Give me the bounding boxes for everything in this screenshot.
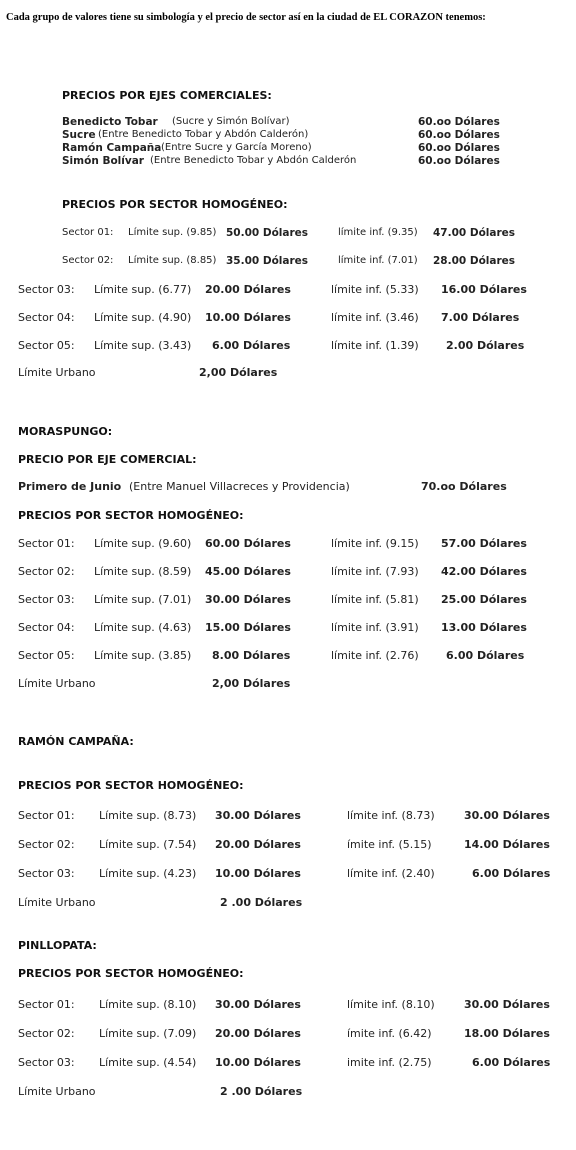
limite-sup: Límite sup. (4.54)	[99, 1056, 197, 1069]
sector-label: Sector 01:	[18, 537, 75, 550]
limite-inf: límite inf. (9.15)	[331, 537, 419, 550]
limite-inf: límite inf. (5.81)	[331, 593, 419, 606]
sup-price: 20.00 Dólares	[215, 838, 301, 851]
inf-price: 57.00 Dólares	[441, 537, 527, 550]
urbano-price: 2 .00 Dólares	[220, 896, 303, 909]
sector-label: Sector 01:	[18, 998, 75, 1011]
sector-label: Sector 02:	[18, 565, 75, 578]
limite-sup: Límite sup. (9.60)	[94, 537, 192, 550]
limite-sup: Límite sup. (7.09)	[99, 1027, 197, 1040]
sup-price: 30.00 Dólares	[215, 809, 301, 822]
eje-name: Primero de Junio	[18, 480, 122, 493]
sup-price: 30.00 Dólares	[205, 593, 291, 606]
sup-price: 20.00 Dólares	[215, 1027, 301, 1040]
urbano-label: Límite Urbano	[18, 896, 96, 909]
urbano-label: Límite Urbano	[18, 366, 96, 379]
sup-price: 50.00 Dólares	[226, 227, 309, 239]
limite-sup: Límite sup. (8.10)	[99, 998, 197, 1011]
limite-inf: límite inf. (3.91)	[331, 621, 419, 634]
eje-desc: (Entre Benedicto Tobar y Abdón Calderón	[150, 155, 357, 166]
sector-heading: PRECIOS POR SECTOR HOMOGÉNEO:	[18, 509, 244, 522]
eje-desc: (Entre Sucre y García Moreno)	[161, 142, 312, 153]
eje-desc: (Sucre y Simón Bolívar)	[172, 116, 290, 127]
urbano-price: 2,00 Dólares	[212, 677, 291, 690]
limite-inf: ímite inf. (5.15)	[347, 838, 432, 851]
urbano-label: Límite Urbano	[18, 677, 96, 690]
sector-label: Sector 04:	[18, 311, 75, 324]
sup-price: 8.00 Dólares	[212, 649, 291, 662]
inf-price: 6.00 Dólares	[472, 867, 551, 880]
sector-label: Sector 05:	[18, 649, 75, 662]
limite-sup: Límite sup. (4.63)	[94, 621, 192, 634]
urbano-price: 2 .00 Dólares	[220, 1085, 303, 1098]
sector-label: Sector 01:	[62, 227, 114, 238]
limite-sup: Límite sup. (8.85)	[128, 255, 217, 266]
ejes-heading: PRECIOS POR EJES COMERCIALES:	[62, 89, 272, 102]
eje-heading: PRECIO POR EJE COMERCIAL:	[18, 453, 197, 466]
eje-desc: (Entre Benedicto Tobar y Abdón Calderón)	[98, 129, 309, 140]
sector-label: Sector 02:	[62, 255, 114, 266]
eje-name: Simón Bolívar	[62, 155, 144, 167]
limite-inf: límite inf. (7.01)	[338, 255, 418, 266]
limite-sup: Límite sup. (6.77)	[94, 283, 192, 296]
limite-sup: Límite sup. (8.73)	[99, 809, 197, 822]
sector-heading: PRECIOS POR SECTOR HOMOGÉNEO:	[18, 779, 244, 792]
limite-sup: Límite sup. (9.85)	[128, 227, 217, 238]
sup-price: 15.00 Dólares	[205, 621, 291, 634]
eje-price: 60.oo Dólares	[418, 129, 500, 141]
eje-price: 60.oo Dólares	[418, 155, 500, 167]
inf-price: 42.00 Dólares	[441, 565, 527, 578]
inf-price: 7.00 Dólares	[441, 311, 520, 324]
eje-price: 60.oo Dólares	[418, 142, 500, 154]
sector-label: Sector 05:	[18, 339, 75, 352]
inf-price: 14.00 Dólares	[464, 838, 550, 851]
inf-price: 25.00 Dólares	[441, 593, 527, 606]
limite-sup: Límite sup. (7.01)	[94, 593, 192, 606]
sup-price: 45.00 Dólares	[205, 565, 291, 578]
sup-price: 6.00 Dólares	[212, 339, 291, 352]
sector-label: Sector 02:	[18, 1027, 75, 1040]
limite-sup: Límite sup. (3.85)	[94, 649, 192, 662]
limite-inf: límite inf. (9.35)	[338, 227, 418, 238]
eje-price: 70.oo Dólares	[421, 480, 507, 493]
inf-price: 18.00 Dólares	[464, 1027, 550, 1040]
urbano-label: Límite Urbano	[18, 1085, 96, 1098]
sup-price: 10.00 Dólares	[215, 867, 301, 880]
limite-inf: límite inf. (1.39)	[331, 339, 419, 352]
sector-label: Sector 03:	[18, 593, 75, 606]
limite-inf: imite inf. (2.75)	[347, 1056, 432, 1069]
sector-label: Sector 01:	[18, 809, 75, 822]
pinllopata-title: PINLLOPATA:	[18, 939, 97, 952]
limite-inf: ímite inf. (6.42)	[347, 1027, 432, 1040]
limite-inf: límite inf. (7.93)	[331, 565, 419, 578]
ramon-title: RAMÓN CAMPAÑA:	[18, 735, 134, 748]
limite-sup: Límite sup. (3.43)	[94, 339, 192, 352]
inf-price: 28.00 Dólares	[433, 255, 516, 267]
sup-price: 20.00 Dólares	[205, 283, 291, 296]
sup-price: 30.00 Dólares	[215, 998, 301, 1011]
sup-price: 10.00 Dólares	[205, 311, 291, 324]
limite-sup: Límite sup. (4.23)	[99, 867, 197, 880]
inf-price: 2.00 Dólares	[446, 339, 525, 352]
eje-price: 60.oo Dólares	[418, 116, 500, 128]
eje-desc: (Entre Manuel Villacreces y Providencia)	[129, 480, 350, 493]
limite-inf: límite inf. (8.73)	[347, 809, 435, 822]
inf-price: 6.00 Dólares	[472, 1056, 551, 1069]
eje-name: Benedicto Tobar	[62, 116, 158, 128]
inf-price: 47.00 Dólares	[433, 227, 516, 239]
sector-heading: PRECIOS POR SECTOR HOMOGÉNEO:	[62, 198, 288, 211]
sector-label: Sector 04:	[18, 621, 75, 634]
sector-label: Sector 02:	[18, 838, 75, 851]
inf-price: 16.00 Dólares	[441, 283, 527, 296]
sector-heading: PRECIOS POR SECTOR HOMOGÉNEO:	[18, 967, 244, 980]
limite-sup: Límite sup. (8.59)	[94, 565, 192, 578]
eje-name: Sucre	[62, 129, 96, 141]
limite-inf: límite inf. (5.33)	[331, 283, 419, 296]
limite-inf: límite inf. (3.46)	[331, 311, 419, 324]
sector-label: Sector 03:	[18, 867, 75, 880]
sector-label: Sector 03:	[18, 1056, 75, 1069]
inf-price: 13.00 Dólares	[441, 621, 527, 634]
limite-inf: límite inf. (8.10)	[347, 998, 435, 1011]
sup-price: 60.00 Dólares	[205, 537, 291, 550]
inf-price: 30.00 Dólares	[464, 809, 550, 822]
eje-name: Ramón Campaña	[62, 142, 162, 154]
limite-inf: límite inf. (2.76)	[331, 649, 419, 662]
sup-price: 35.00 Dólares	[226, 255, 309, 267]
limite-inf: límite inf. (2.40)	[347, 867, 435, 880]
limite-sup: Límite sup. (7.54)	[99, 838, 197, 851]
inf-price: 30.00 Dólares	[464, 998, 550, 1011]
limite-sup: Límite sup. (4.90)	[94, 311, 192, 324]
sup-price: 10.00 Dólares	[215, 1056, 301, 1069]
intro-text: Cada grupo de valores tiene su simbología y el precio de sector así en la ciudad de EL CORAZON tenemos:	[6, 12, 486, 23]
urbano-price: 2,00 Dólares	[199, 366, 278, 379]
inf-price: 6.00 Dólares	[446, 649, 525, 662]
moraspungo-title: MORASPUNGO:	[18, 425, 113, 438]
sector-label: Sector 03:	[18, 283, 75, 296]
